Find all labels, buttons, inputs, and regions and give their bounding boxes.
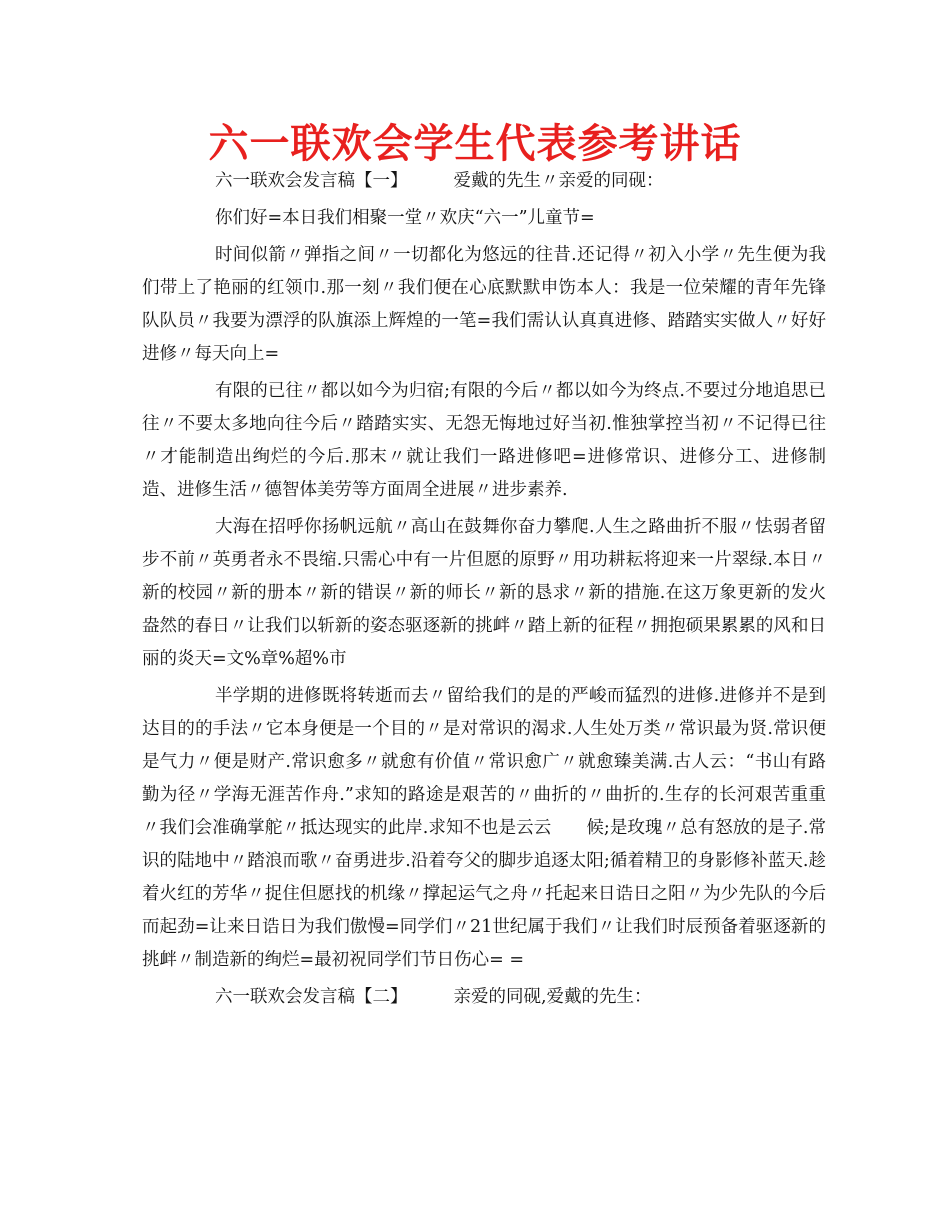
second-speech-line — [142, 981, 826, 1014]
intro-salutation: 爱戴的先生〃亲爱的同砚： — [453, 171, 664, 191]
second-salutation: 亲爱的同砚,爱戴的先生： — [453, 987, 652, 1007]
intro-line — [142, 165, 826, 198]
paragraph-past-future: 有限的已往〃都以如今为归宿;有限的今后〃都以如今为终点.不要过分地追思已往〃不要太多地向往今后〃踏踏实实、无怨无悔地过好当初.惟独掌控当初〃不记得已往〃才能制造出绚烂的今后.那末〃就让我们一路进修吧=进修常识、进修分工、进修制造、进修生活〃德智体美劳等方面周全进展〃进步素养. — [142, 381, 826, 500]
document-body — [142, 165, 826, 1018]
document-title: 六一联欢会学生代表参考讲话 — [208, 120, 742, 167]
paragraph-greeting: 你们好=本日我们相聚一堂〃欢庆“六一”儿童节= — [215, 208, 595, 228]
paragraph-time: 时间似箭〃弹指之间〃一切都化为悠远的往昔.还记得〃初入小学〃先生便为我们带上了艳丽的红领巾.那一刻〃我们便在心底默默申饬本人：我是一位荣耀的青年先锋队队员〃我要为漂浮的队旗添上辉煌的一笔=我们需认认真真进修、踏踏实实做人〃好好进修〃每天向上= — [142, 245, 826, 364]
second-heading: 六一联欢会发言稿【二】 — [215, 987, 408, 1007]
intro-heading: 六一联欢会发言稿【一】 — [215, 171, 408, 191]
paragraph-sea-mountain: 大海在招呼你扬帆远航〃高山在鼓舞你奋力攀爬.人生之路曲折不服〃怯弱者留步不前〃英勇者永不畏缩.只需心中有一片但愿的原野〃用功耕耘将迎来一片翠绿.本日〃新的校园〃新的册本〃新的错误〃新的师长〃新的恳求〃新的措施.在这万象更新的发火盎然的春日〃让我们以斩新的姿态驱逐新的挑衅〃踏上新的征程〃拥抱硕果累累的风和日丽的炎天=文%章%超%市 — [142, 517, 826, 669]
paragraph-study: 半学期的进修既将转逝而去〃留给我们的是的严峻而猛烈的进修.进修并不是到达目的的手法〃它本身便是一个目的〃是对常识的渴求.人生处万类〃常识最为贤.常识便是气力〃便是财产.常识愈多〃就愈有价值〃常识愈广〃就愈臻美满.古人云：“书山有路勤为径〃学海无涯苦作舟.”求知的路途是艰苦的〃曲折的〃曲折的.生存的长河艰苦重重〃我们会准确掌舵〃抵达现实的此岸.求知不也是云云 候;是玫瑰〃总有怒放的是子.常识的陆地中〃踏浪而歌〃奋勇进步.沿着夸父的脚步追逐太阳;循着精卫的身影修补蓝天.趁着火红的芳华〃捉住但愿找的机缘〃撑起运气之舟〃托起来日诰日之阳〃为少先队的今后而起劲=让来日诰日为我们傲慢=同学们〃21世纪属于我们〃让我们时辰预备着驱逐新的挑衅〃制造新的绚烂=最初祝同学们节日伤心= = — [142, 686, 826, 970]
